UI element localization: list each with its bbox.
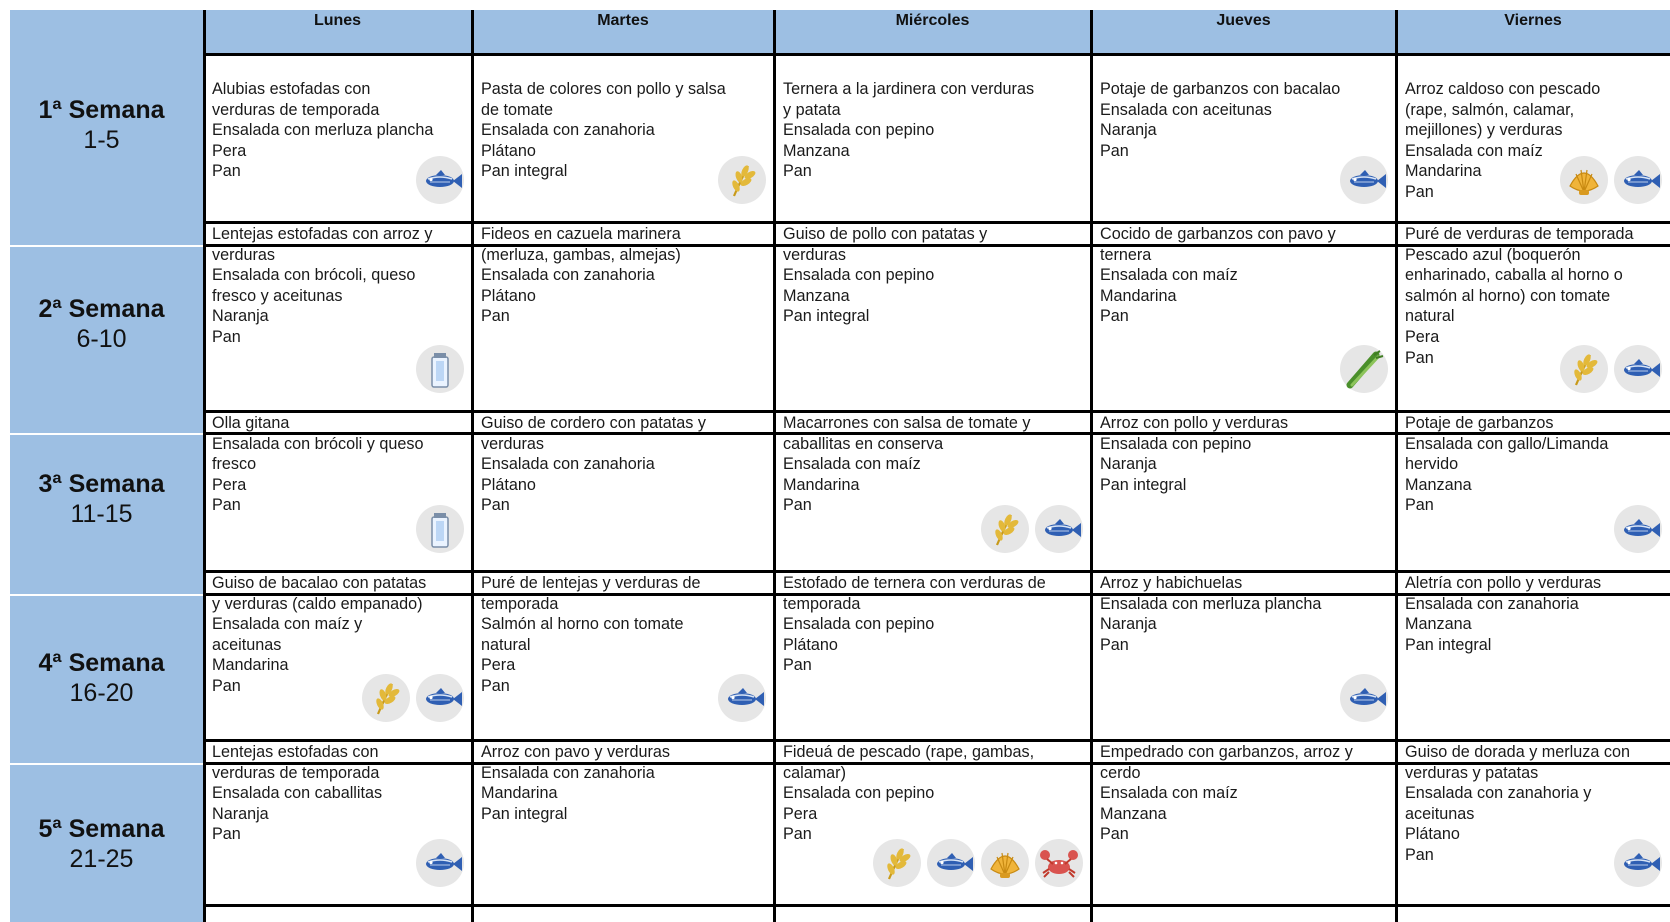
menu-item: Naranja (1100, 121, 1157, 140)
menu-item: Pera (212, 141, 247, 160)
fish-icon (416, 839, 464, 887)
milk-icon-drawing (416, 505, 464, 553)
menu-item: Ensalada con merluza plancha (212, 121, 434, 140)
week-name: 3ª Semana (38, 470, 165, 498)
week-label (10, 95, 193, 155)
celery-icon-drawing (1340, 345, 1388, 393)
fish-icon-drawing (1614, 156, 1662, 204)
wheat-icon (362, 674, 410, 722)
week-name: 1ª Semana (38, 96, 165, 124)
fish-icon-drawing (416, 674, 464, 722)
menu-item: Lentejas estofadas con (212, 743, 379, 761)
menu-item: Pan (1100, 825, 1129, 844)
menu-item: Pan (1405, 845, 1434, 864)
menu-item: Pera (1405, 327, 1440, 346)
menu-item: Potaje de garbanzos (1405, 414, 1554, 432)
menu-item: Guiso de pollo con patatas y (783, 225, 988, 243)
wheat-icon (718, 156, 766, 204)
column-divider (1090, 10, 1093, 922)
menu-item: Ensalada con maíz (783, 455, 921, 474)
menu-item: Pan integral (481, 162, 568, 181)
menu-item: verduras de temporada (212, 100, 380, 119)
menu-item: verduras de temporada (212, 763, 380, 782)
menu-item: Manzana (783, 141, 850, 160)
menu-item: aceitunas (1405, 804, 1475, 823)
fish-icon-drawing (1340, 156, 1388, 204)
menu-item: verduras (212, 245, 275, 264)
menu-item: Ensalada con caballitas (212, 784, 383, 803)
menu-item: Ensalada con maíz (1100, 784, 1238, 803)
day-header: Miércoles (895, 12, 970, 29)
menu-item: Manzana (1100, 804, 1167, 823)
menu-item: caballitas en conserva (783, 434, 944, 453)
menu-item: Manzana (783, 286, 850, 305)
menu-cell (481, 224, 769, 407)
menu-item: Lentejas estofadas con arroz y (212, 225, 433, 243)
week-name: 5ª Semana (38, 815, 165, 843)
menu-item: Pan integral (481, 804, 568, 823)
menu-item: mejillones) y verduras (1405, 121, 1563, 140)
menu-item: Ensalada con brócoli y queso (212, 434, 424, 453)
menu-item: Pan (1100, 635, 1129, 654)
menu-item: Pan (212, 327, 241, 346)
menu-item: Arroz y habichuelas (1100, 574, 1243, 592)
menu-item: Ternera a la jardinera con verduras (783, 80, 1035, 98)
wheat-icon (1560, 345, 1608, 393)
menu-item: Manzana (1405, 475, 1472, 494)
menu-item: Pan (1405, 182, 1434, 201)
fish-icon (1340, 674, 1388, 722)
fish-icon (416, 156, 464, 204)
menu-item: Pera (212, 475, 247, 494)
week-range: 11-15 (70, 500, 133, 528)
milk-icon (416, 345, 464, 393)
menu-item: fresco y aceitunas (212, 286, 343, 305)
menu-item: Pasta de colores con pollo y salsa (481, 80, 726, 98)
menu-item: Mandarina (212, 656, 289, 675)
week-name: 4ª Semana (38, 649, 165, 677)
menu-item: Mandarina (481, 784, 558, 803)
menu-item: Pan (212, 496, 241, 515)
menu-item: Olla gitana (212, 414, 290, 432)
menu-item: Pera (481, 656, 516, 675)
menu-cell (1100, 742, 1391, 901)
menu-cell (783, 573, 1086, 736)
menu-item: Potaje de garbanzos con bacalao (1100, 80, 1341, 98)
menu-item: y verduras (caldo empanado) (212, 594, 423, 613)
menu-item: Pan integral (1405, 635, 1492, 654)
menu-item: Pan (212, 676, 241, 695)
menu-item: verduras (783, 245, 846, 264)
menu-item: Fideuá de pescado (rape, gambas, (783, 743, 1035, 761)
menu-item: Ensalada con zanahoria y (1405, 784, 1592, 803)
wheat-icon-drawing (873, 839, 921, 887)
menu-item: Puré de verduras de temporada (1405, 225, 1634, 243)
menu-item: Naranja (212, 804, 269, 823)
menu-item: salmón al horno) con tomate (1405, 286, 1611, 305)
menu-item: Plátano (783, 635, 838, 654)
menu-item: Ensalada con zanahoria (1405, 594, 1579, 613)
menu-item: aceitunas (212, 635, 282, 654)
menu-item: (rape, salmón, calamar, (1405, 100, 1575, 119)
menu-item: temporada (783, 594, 861, 613)
fish-icon-drawing (416, 839, 464, 887)
menu-item: verduras (481, 434, 544, 453)
menu-item: Ensalada con zanahoria (481, 121, 655, 140)
fish-icon (1614, 839, 1662, 887)
wheat-icon (873, 839, 921, 887)
menu-item: Pan (212, 825, 241, 844)
menu-item: Ensalada con zanahoria (481, 455, 655, 474)
menu-item: enharinado, caballa al horno o (1405, 266, 1623, 285)
shell-icon (981, 839, 1029, 887)
menu-item: Pan integral (1100, 475, 1187, 494)
menu-item: Naranja (1100, 615, 1157, 634)
day-header: Martes (597, 12, 649, 29)
menu-cell (481, 413, 769, 567)
menu-item: Ensalada con aceitunas (1100, 100, 1272, 119)
menu-item: y patata (783, 100, 841, 119)
week-label (10, 294, 193, 354)
fish-icon-drawing (1035, 505, 1083, 553)
day-header: Jueves (1216, 12, 1271, 29)
menu-item: temporada (481, 594, 559, 613)
fish-icon-drawing (1614, 345, 1662, 393)
shell-icon (1560, 156, 1608, 204)
menu-item: Manzana (1405, 615, 1472, 634)
menu-item: Ensalada con maíz (1100, 266, 1238, 285)
menu-item: Pescado azul (boquerón (1405, 245, 1581, 264)
menu-item: Pan (481, 307, 510, 326)
menu-item: Puré de lentejas y verduras de (481, 574, 701, 592)
day-header: Lunes (313, 12, 362, 29)
day-header: Viernes (1504, 12, 1562, 29)
menu-item: calamar) (783, 763, 846, 782)
fish-icon (1614, 156, 1662, 204)
menu-item: Arroz con pollo y verduras (1100, 414, 1289, 432)
wheat-icon-drawing (362, 674, 410, 722)
wheat-icon (981, 505, 1029, 553)
fish-icon-drawing (718, 674, 766, 722)
menu-item: Alubias estofadas con (212, 80, 371, 98)
menu-item: Guiso de bacalao con patatas (212, 574, 427, 592)
fish-icon (1340, 156, 1388, 204)
menu-item: Ensalada con pepino (783, 784, 935, 803)
menu-item: Ensalada con zanahoria (481, 266, 655, 285)
menu-item: Estofado de ternera con verduras de (783, 574, 1046, 592)
menu-item: Arroz caldoso con pescado (1405, 80, 1601, 98)
menu-item: natural (1405, 307, 1455, 326)
menu-item: Fideos en cazuela marinera (481, 225, 681, 243)
column-divider (203, 10, 206, 922)
fish-icon-drawing (1614, 839, 1662, 887)
menu-item: Ensalada con pepino (1100, 434, 1252, 453)
menu-cell (1405, 573, 1665, 736)
menu-item: Pan (481, 676, 510, 695)
crab-icon-drawing (1035, 839, 1083, 887)
milk-icon (416, 505, 464, 553)
menu-item: Pan (212, 162, 241, 181)
menu-item: Pan (1100, 141, 1129, 160)
menu-item: (merluza, gambas, almejas) (481, 245, 681, 264)
menu-item: Plátano (481, 475, 536, 494)
menu-item: natural (481, 635, 531, 654)
week-name: 2ª Semana (38, 295, 165, 323)
menu-item: Mandarina (1405, 162, 1482, 181)
menu-item: Ensalada con pepino (783, 121, 935, 140)
menu-item: Plátano (481, 286, 536, 305)
menu-item: Macarrones con salsa de tomate y (783, 414, 1031, 432)
menu-item: Plátano (481, 141, 536, 160)
menu-item: Pan (1100, 307, 1129, 326)
menu-item: cerdo (1100, 763, 1141, 782)
menu-cell (783, 224, 1086, 407)
menu-cell (783, 79, 1086, 241)
menu-item: Pan (1405, 348, 1434, 367)
menu-item: Ensalada con gallo/Limanda (1405, 434, 1609, 453)
week-range: 21-25 (69, 845, 134, 873)
menu-item: Pan (783, 656, 812, 675)
week-range: 1-5 (83, 126, 120, 154)
menu-item: Salmón al horno con tomate (481, 615, 684, 634)
wheat-icon-drawing (718, 156, 766, 204)
menu-item: Cocido de garbanzos con pavo y (1100, 225, 1336, 243)
week-label (10, 648, 193, 708)
menu-item: Mandarina (783, 475, 860, 494)
fish-icon (927, 839, 975, 887)
milk-icon-drawing (416, 345, 464, 393)
menu-item: Pan (783, 162, 812, 181)
shell-icon-drawing (981, 839, 1029, 887)
week-label (10, 814, 193, 874)
fish-icon-drawing (1340, 674, 1388, 722)
celery-icon (1340, 345, 1388, 393)
menu-item: fresco (212, 455, 257, 474)
week-range: 16-20 (69, 679, 134, 707)
menu-cell (481, 742, 769, 901)
menu-item: Ensalada con brócoli, queso (212, 266, 416, 285)
menu-item: Pan (783, 496, 812, 515)
row-divider (203, 904, 1670, 907)
menu-item: Ensalada con zanahoria (481, 763, 655, 782)
column-divider (471, 10, 474, 922)
menu-item: Guiso de dorada y merluza con (1405, 743, 1630, 761)
crab-icon (1035, 839, 1083, 887)
menu-cell (1100, 413, 1391, 567)
menu-item: Plátano (1405, 825, 1460, 844)
menu-item: Ensalada con pepino (783, 615, 935, 634)
menu-item: de tomate (481, 100, 553, 119)
menu-item: Aletría con pollo y verduras (1405, 574, 1602, 592)
shell-icon-drawing (1560, 156, 1608, 204)
menu-item: Naranja (1100, 455, 1157, 474)
menu-item: ternera (1100, 245, 1152, 264)
fish-icon (1035, 505, 1083, 553)
menu-item: Mandarina (1100, 286, 1177, 305)
menu-item: Empedrado con garbanzos, arroz y (1100, 743, 1353, 761)
menu-item: Pan integral (783, 307, 870, 326)
menu-item: Ensalada con pepino (783, 266, 935, 285)
fish-icon-drawing (416, 156, 464, 204)
menu-item: Pan (1405, 496, 1434, 515)
menu-item: verduras y patatas (1405, 763, 1539, 782)
fish-icon (1614, 505, 1662, 553)
fish-icon-drawing (927, 839, 975, 887)
fish-icon (718, 674, 766, 722)
column-divider (773, 10, 776, 922)
menu-item: Pera (783, 804, 818, 823)
week-range: 6-10 (76, 325, 127, 353)
menu-item: Naranja (212, 307, 269, 326)
fish-icon-drawing (1614, 505, 1662, 553)
menu-item: Pan (481, 496, 510, 515)
menu-item: Guiso de cordero con patatas y (481, 414, 706, 432)
menu-item: Ensalada con merluza plancha (1100, 594, 1322, 613)
menu-item: hervido (1405, 455, 1459, 474)
wheat-icon-drawing (981, 505, 1029, 553)
row-divider (203, 53, 1670, 56)
week-label (10, 469, 193, 529)
wheat-icon-drawing (1560, 345, 1608, 393)
fish-icon (416, 674, 464, 722)
column-divider (1395, 10, 1398, 922)
menu-item: Ensalada con maíz y (212, 615, 363, 634)
menu-item: Pan (783, 825, 812, 844)
fish-icon (1614, 345, 1662, 393)
menu-item: Ensalada con maíz (1405, 141, 1543, 160)
menu-item: Arroz con pavo y verduras (481, 743, 670, 761)
